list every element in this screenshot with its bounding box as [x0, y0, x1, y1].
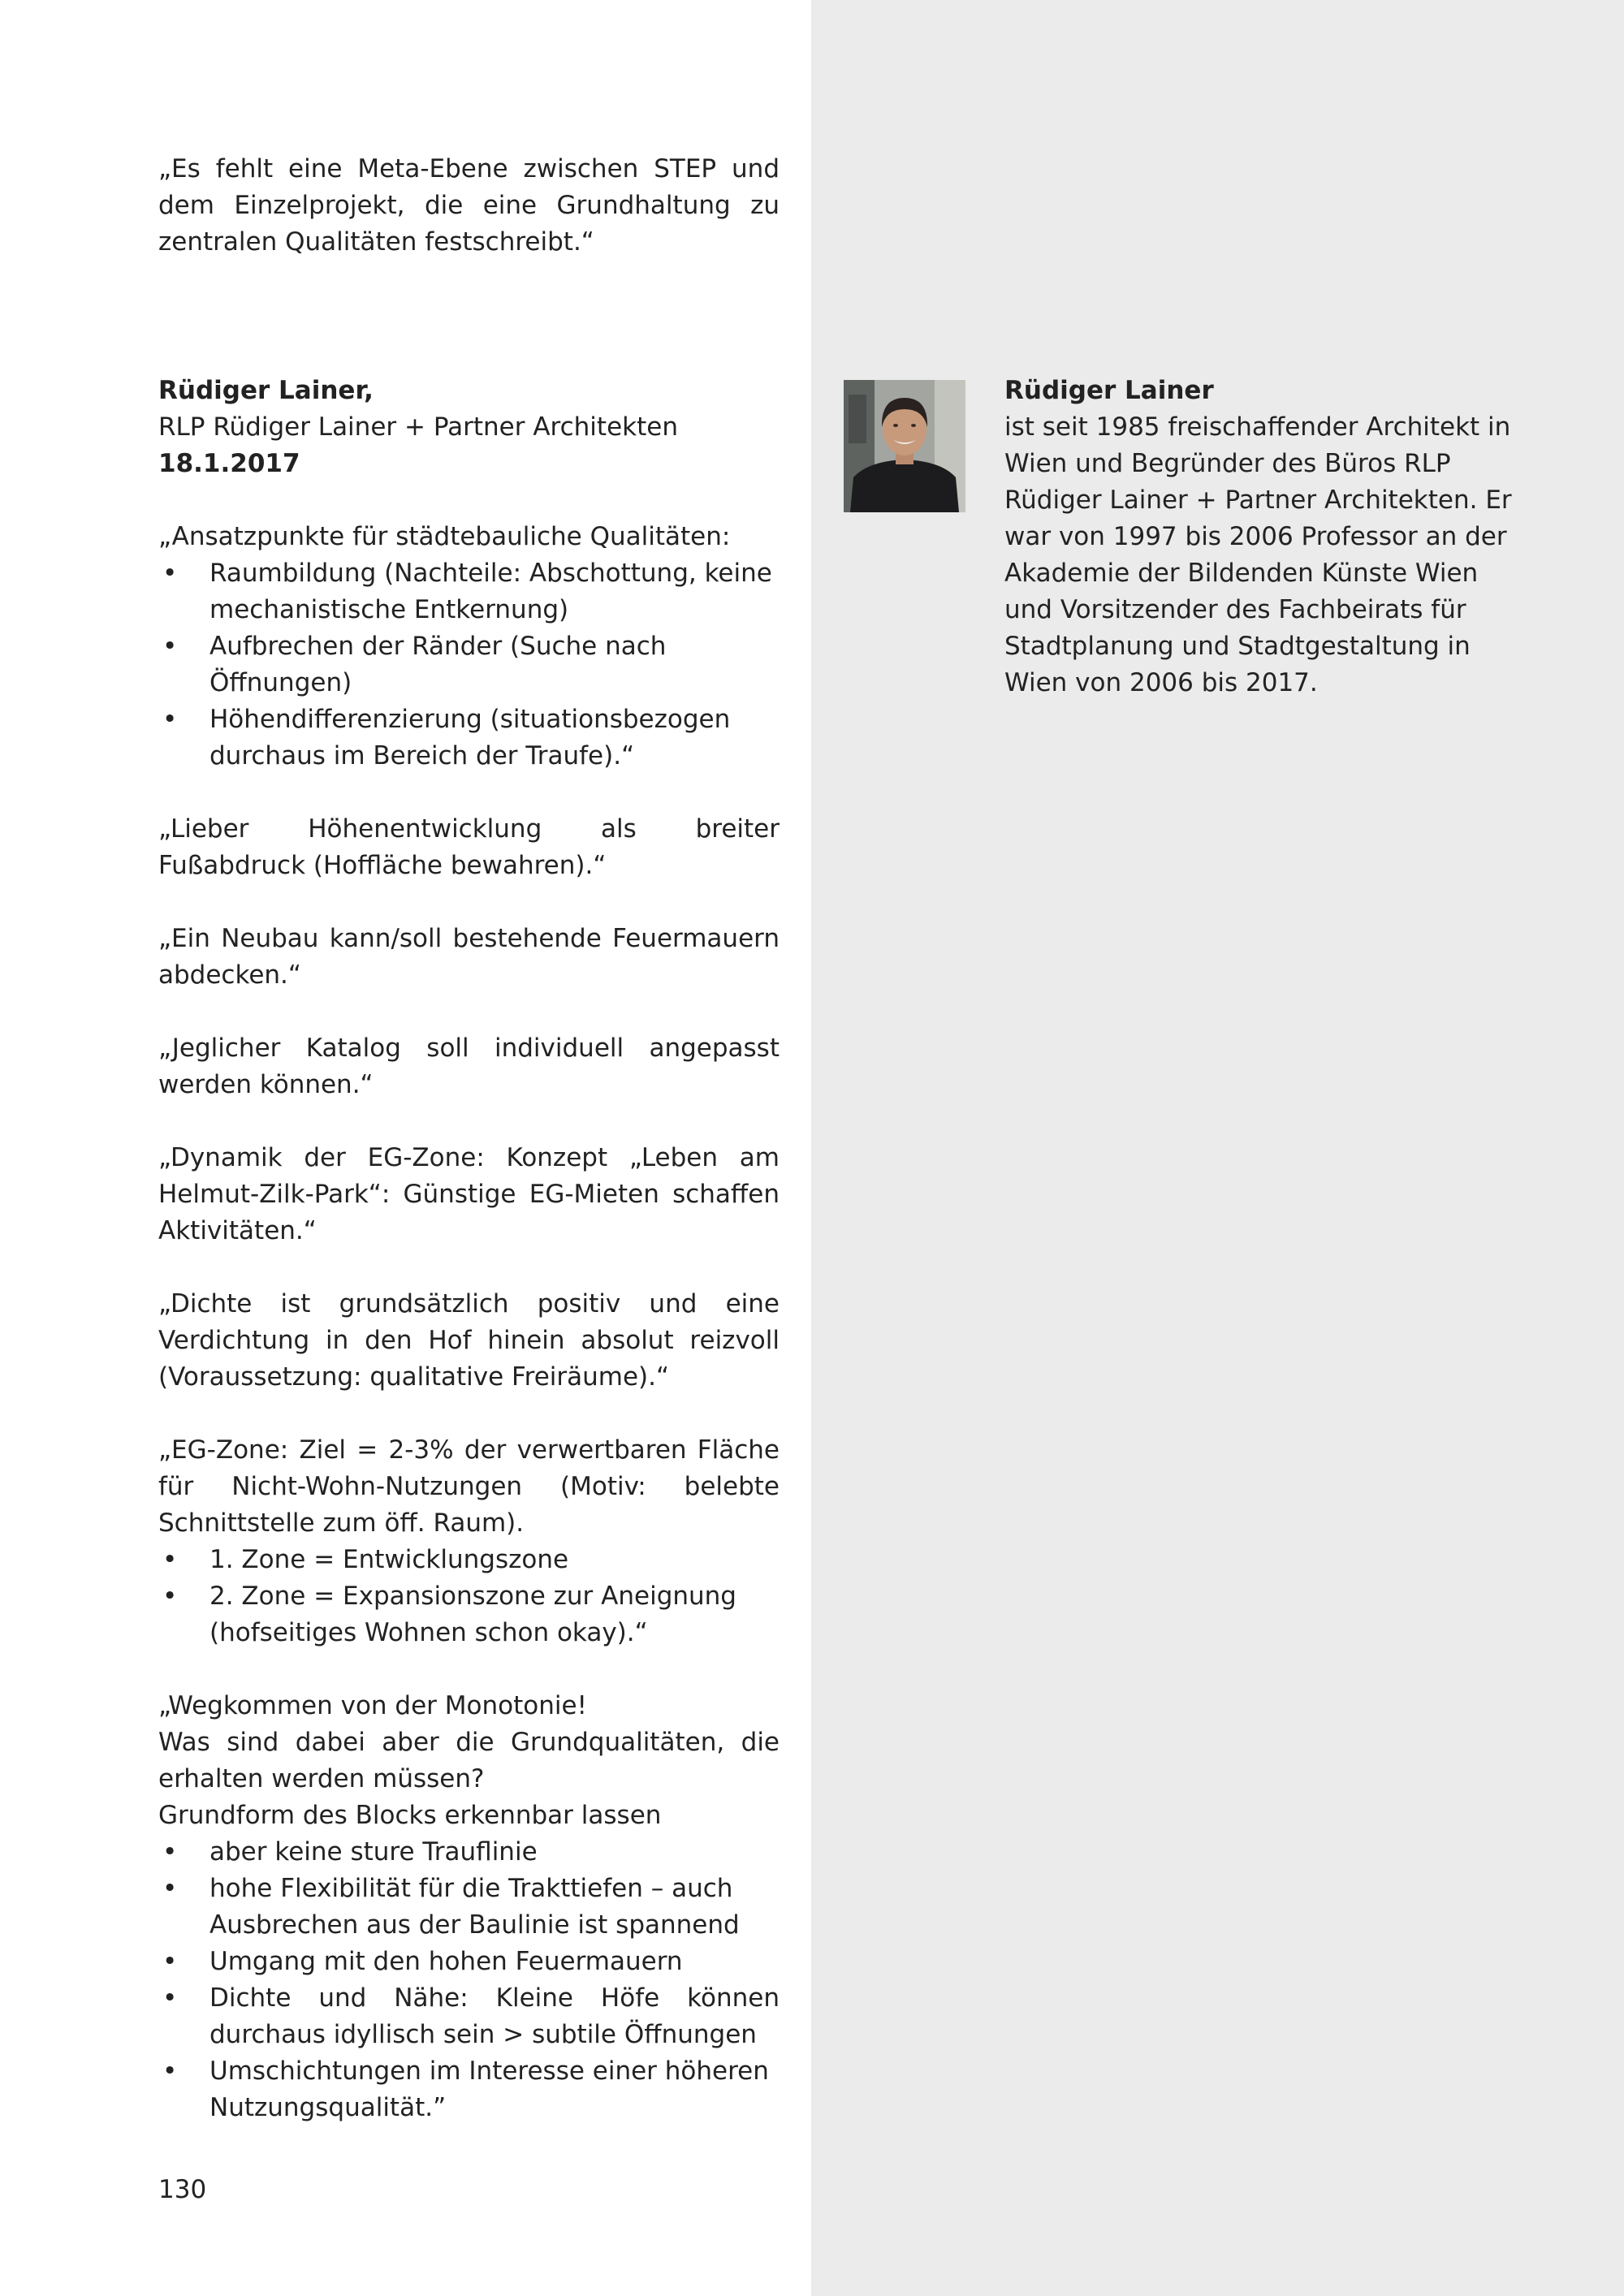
quote-line: „Wegkommen von der Monotonie! — [158, 1691, 587, 1720]
list-item: • 2. Zone = Expansionszone zur Aneignung (hofseitiges Wohnen schon okay).“ — [158, 1578, 780, 1651]
list-item: • Umgang mit den hohen Feuermauern — [158, 1944, 780, 1980]
list-item: • Umschichtungen im Interesse einer höheren Nutzungsqualität.” — [158, 2053, 780, 2126]
bio-name: Rüdiger Lainer — [1004, 376, 1214, 405]
list-item: • 1. Zone = Entwicklungszone — [158, 1542, 780, 1578]
bullet-list — [158, 1542, 780, 1651]
list-item: • hohe Flexibilität für die Trakttiefen – auch Ausbrechen aus der Baulinie ist spannend — [158, 1871, 780, 1944]
page-number: 130 — [158, 2175, 207, 2204]
bullet-list — [158, 1834, 780, 2126]
quote-intro: „EG-Zone: Ziel = 2-3% der verwertbaren Fläche für Nicht-Wohn-Nutzungen (Motiv: belebte Schnittstelle zum öff. Raum). — [158, 1435, 780, 1538]
quote-intro: „Ansatzpunkte für städtebauliche Qualitäten: — [158, 522, 731, 551]
quote-paragraph: „Dynamik der EG-Zone: Konzept „Leben am Helmut-Zilk-Park“: Günstige EG-Mieten schaffen Aktivitäten.“ — [158, 1143, 780, 1245]
quote-paragraph: „Jeglicher Katalog soll individuell angepasst werden können.“ — [158, 1034, 780, 1099]
sidebar-background — [811, 0, 1624, 2296]
quote-line: Was sind dabei aber die Grundqualitäten, die erhalten werden müssen? — [158, 1728, 780, 1793]
list-item: • Raumbildung (Nachteile: Abschottung, keine mechanistische Entkernung) — [158, 555, 780, 628]
bullet-list — [158, 555, 780, 775]
interviewee-name: Rüdiger Lainer, — [158, 376, 374, 405]
list-item: • Dichte und Nähe: Kleine Höfe können durchaus idyllisch sein > subtile Öffnungen — [158, 1980, 780, 2053]
list-item: • Höhendifferenzierung (situationsbezogen durchaus im Bereich der Traufe).“ — [158, 701, 780, 775]
quote-paragraph: „Lieber Höhenentwicklung als breiter Fußabdruck (Hoffläche bewahren).“ — [158, 814, 780, 880]
quote-line: Grundform des Blocks erkennbar lassen — [158, 1801, 662, 1830]
quote-paragraph: „Dichte ist grundsätzlich positiv und eine Verdichtung in den Hof hinein absolut reizvoll (Voraussetzung: qualitative Freiräume).“ — [158, 1289, 780, 1392]
interview-section — [158, 373, 780, 2126]
list-item: • aber keine sture Trauflinie — [158, 1834, 780, 1871]
interview-date: 18.1.2017 — [158, 449, 300, 478]
quote-paragraph: „Ein Neubau kann/soll bestehende Feuermauern abdecken.“ — [158, 924, 780, 990]
interviewee-affiliation: RLP Rüdiger Lainer + Partner Architekten — [158, 412, 678, 442]
top-quote: „Es fehlt eine Meta-Ebene zwischen STEP und dem Einzelprojekt, die eine Grundhaltung zu zentralen Qualitäten festschreibt.“ — [158, 154, 780, 257]
list-item: • Aufbrechen der Ränder (Suche nach Öffnungen) — [158, 628, 780, 701]
author-bio — [1004, 373, 1524, 701]
bio-text: ist seit 1985 freischaffender Architekt in Wien und Begründer des Büros RLP Rüdiger Lainer + Partner Architekten. Er war von 1997 bis 2006 Professor an der Akademie der Bildenden Künste Wien und Vorsitzender des Fachbeirats für Stadtplanung und Stadtgestaltung in Wien von 2006 bis 2017. — [1004, 412, 1512, 697]
portrait-photo — [844, 380, 965, 512]
